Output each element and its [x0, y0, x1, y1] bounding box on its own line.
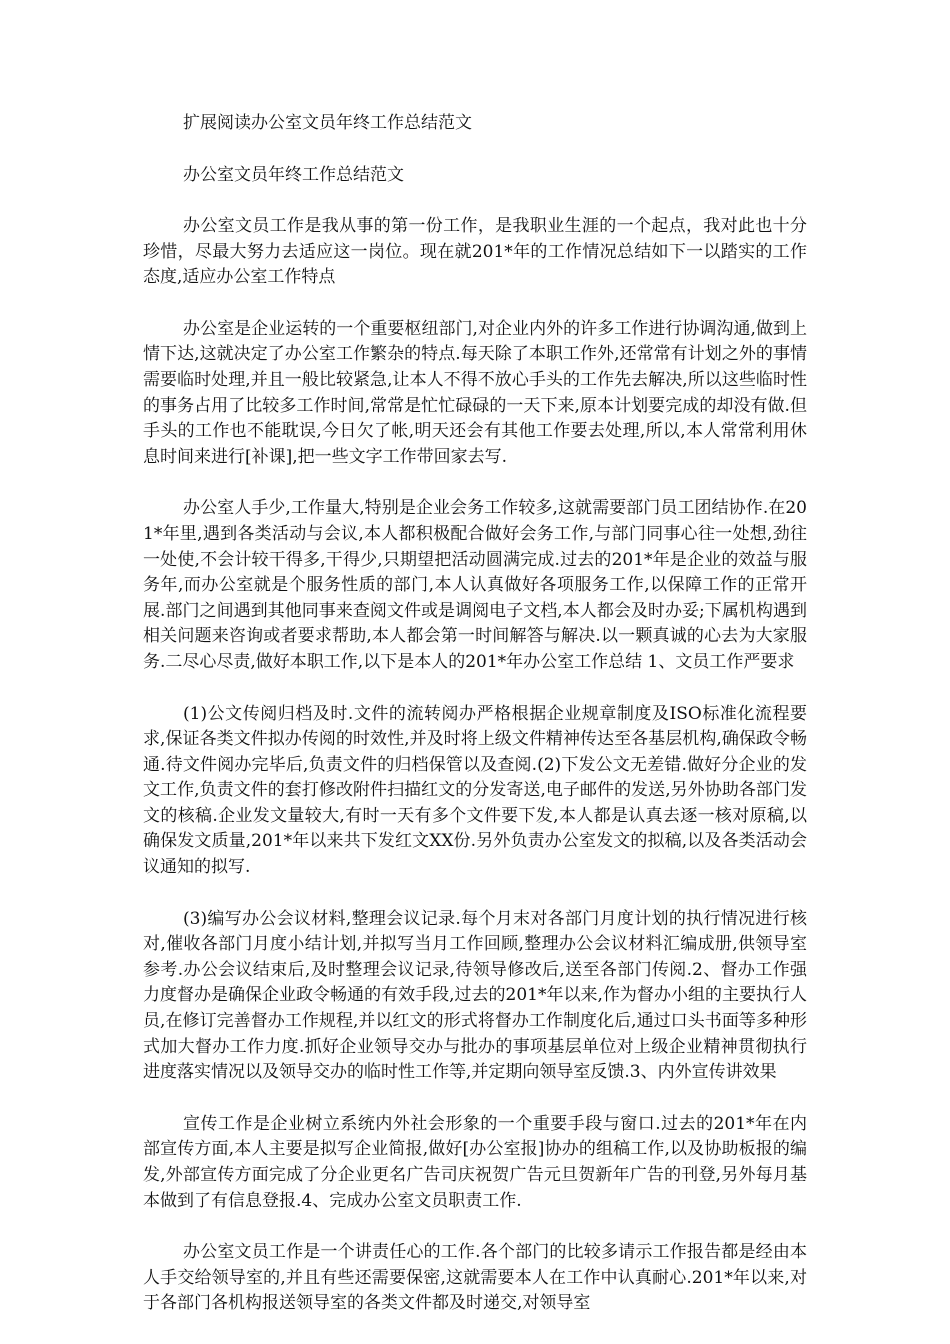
document-page: [143, 110, 807, 1343]
paragraph-publicity: 宣传工作是企业树立系统内外社会形象的一个重要手段与窗口.过去的201*年在内部宣传方面,本人主要是拟写企业简报,做好[办公室报]协办的组稿工作,以及协助板报的编发,外部宣传方面完成了分企业更名广告司庆祝贺广告元旦贺新年广告的刊登,另外每月基本做到了有信息登报.4、完成办公室文员职责工作.: [143, 1113, 807, 1211]
paragraph-intro: 办公室文员工作是我从事的第一份工作，是我职业生涯的一个起点，我对此也十分珍惜，尽最大努力去适应这一岗位。现在就201*年的工作情况总结如下一以踏实的工作态度,适应办公室工作特点: [143, 216, 807, 288]
paragraph-meetings: (3)编写办公会议材料,整理会议记录.每个月末对各部门月度计划的执行情况进行核对,催收各部门月度小结计划,并拟写当月工作回顾,整理办公会议材料汇编成册,供领导室参考.办公会议结束后,及时整理会议记录,待领导修改后,送至各部门传阅.2、督办工作强力度督办是确保企业政令畅通的有效手段,过去的201*年以来,作为督办小组的主要执行人员,在修订完善督办工作规程,并以红文的形式将督办工作制度化后,通过口头书面等多种形式加大督办工作力度.抓好企业领导交办与批办的事项基层单位对上级企业精神贯彻执行进度落实情况以及领导交办的临时性工作等,并定期向领导室反馈.3、内外宣传讲效果: [143, 908, 807, 1083]
paragraph-office-hub: 办公室是企业运转的一个重要枢纽部门,对企业内外的许多工作进行协调沟通,做到上情下达,这就决定了办公室工作繁杂的特点.每天除了本职工作外,还常常有计划之外的事情需要临时处理,并且一般比较紧急,让本人不得不放心手头的工作先去解决,所以这些临时性的事务占用了比较多工作时间,常常是忙忙碌碌的一天下来,原本计划要完成的却没有做.但手头的工作也不能耽误,今日欠了帐,明天还会有其他工作要去处理,所以,本人常常利用休息时间来进行[补课],把一些文字工作带回家去写.: [143, 318, 807, 467]
paragraph-teamwork: 办公室人手少,工作量大,特别是企业会务工作较多,这就需要部门员工团结协作.在201*年里,遇到各类活动与会议,本人都积极配合做好会务工作,与部门同事心往一处想,劲往一处使,不会计较干得多,干得少,只期望把活动圆满完成.过去的201*年是企业的效益与服务年,而办公室就是个服务性质的部门,本人认真做好各项服务工作,以保障工作的正常开展.部门之间遇到其他同事来查阅文件或是调阅电子文档,本人都会及时办妥;下属机构遇到相关问题来咨询或者要求帮助,本人都会第一时间解答与解决.以一颗真诚的心去为大家服务.二尽心尽责,做好本职工作,以下是本人的201*年办公室工作总结 1、文员工作严要求: [143, 498, 807, 672]
paragraph-documents: (1)公文传阅归档及时.文件的流转阅办严格根据企业规章制度及ISO标准化流程要求,保证各类文件拟办传阅的时效性,并及时将上级文件精神传达至各基层机构,确保政令畅通.待文件阅办完毕后,负责文件的归档保管以及查阅.(2)下发公文无差错.做好分企业的发文工作,负责文件的套打修改附件扫描红文的分发寄送,电子邮件的发送,另外协助各部门发文的核稿.企业发文量较大,有时一天有多个文件要下发,本人都是认真去逐一核对原稿,以确保发文质量,201*年以来共下发红文XX份.另外负责办公室发文的拟稿,以及各类活动会议通知的拟写.: [143, 703, 807, 878]
paragraph-responsibility: 办公室文员工作是一个讲责任心的工作.各个部门的比较多请示工作报告都是经由本人手交给领导室的,并且有些还需要保密,这就需要本人在工作中认真耐心.201*年以来,对于各部门各机构报送领导室的各类文件都及时递交,对领导室: [143, 1242, 807, 1314]
document-title-extended: 扩展阅读办公室文员年终工作总结范文: [183, 113, 472, 133]
document-title: 办公室文员年终工作总结范文: [183, 165, 404, 185]
